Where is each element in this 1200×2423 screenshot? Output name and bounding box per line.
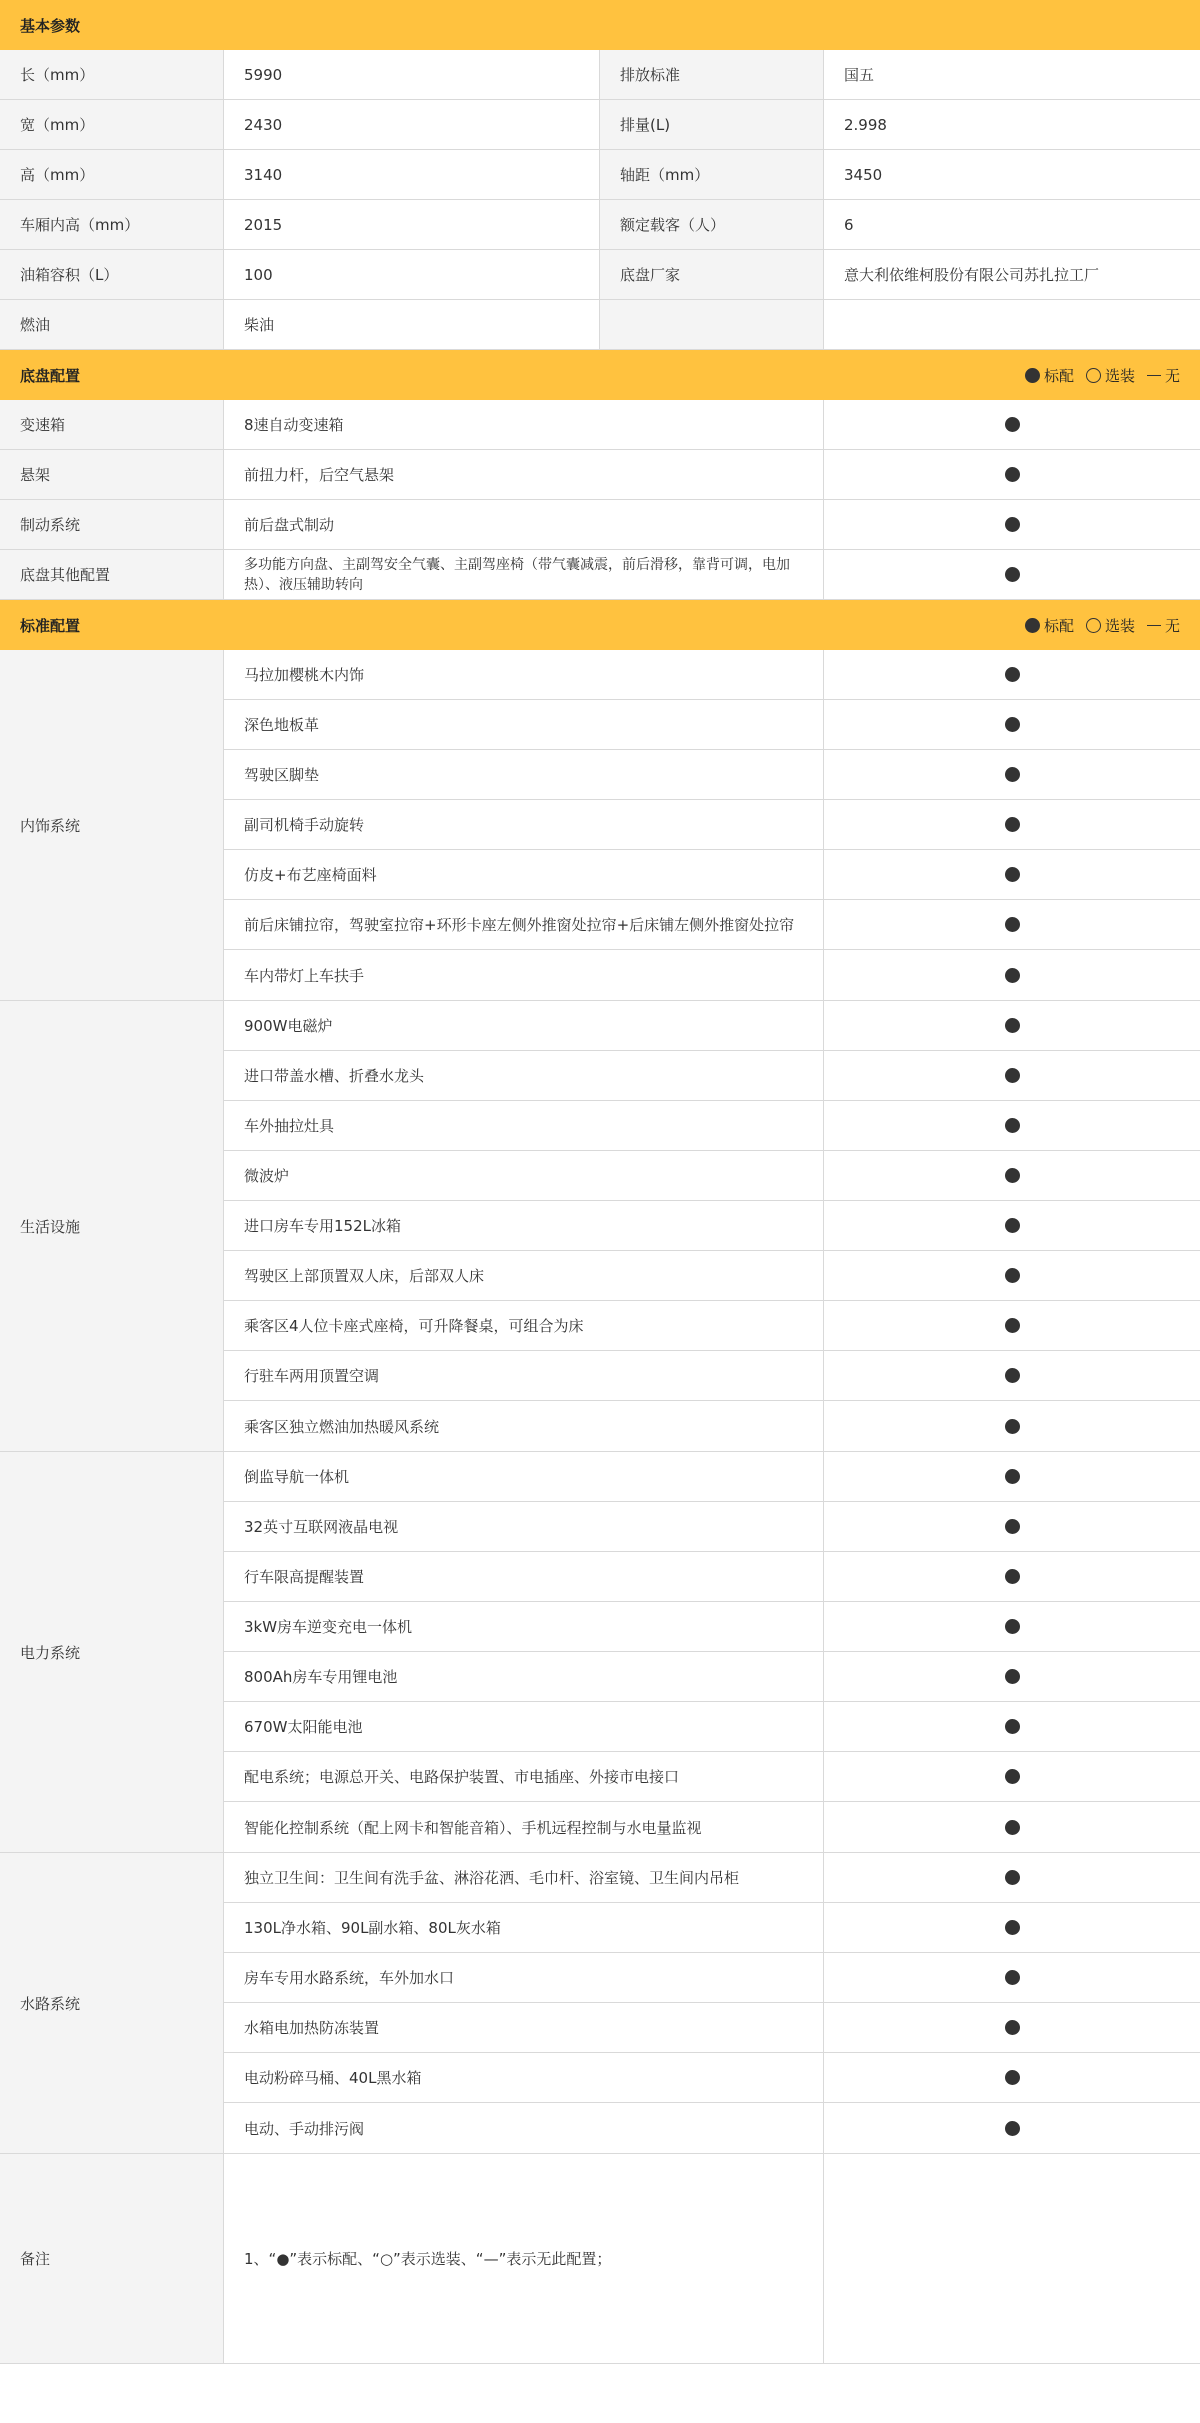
availability-cell <box>824 1552 1200 1601</box>
availability-cell <box>824 750 1200 799</box>
availability-cell <box>824 1702 1200 1751</box>
group-label: 内饰系统 <box>0 650 224 1000</box>
config-item: 仿皮+布艺座椅面料 <box>224 850 824 899</box>
config-item: 670W太阳能电池 <box>224 1702 824 1751</box>
config-item: 电动粉碎马桶、40L黑水箱 <box>224 2053 824 2102</box>
basic-param-row <box>0 100 1200 150</box>
param-label: 额定载客（人） <box>600 200 824 249</box>
legend <box>1025 615 1180 636</box>
basic-param-row <box>0 250 1200 300</box>
param-value: 柴油 <box>224 300 600 349</box>
config-item: 800Ah房车专用锂电池 <box>224 1652 824 1701</box>
basic-param-row <box>0 50 1200 100</box>
legend <box>1025 365 1180 386</box>
legend-standard: 标配 <box>1043 366 1074 385</box>
section-title: 标准配置 <box>20 616 81 635</box>
standard-dot-icon <box>1005 2070 1020 2085</box>
param-label <box>600 300 824 349</box>
config-item-row <box>224 950 1200 1000</box>
config-item-row <box>224 650 1200 700</box>
group-items <box>224 1853 1200 2153</box>
config-item: 3kW房车逆变充电一体机 <box>224 1602 824 1651</box>
config-item-row <box>224 1201 1200 1251</box>
chassis-label: 底盘其他配置 <box>0 550 224 599</box>
standard-dot-icon <box>1005 1469 1020 1484</box>
availability-cell <box>824 1652 1200 1701</box>
availability-cell <box>824 1452 1200 1501</box>
basic-param-row <box>0 200 1200 250</box>
config-item: 深色地板革 <box>224 700 824 749</box>
group-items <box>224 1001 1200 1451</box>
remark-empty-cell <box>824 2154 1200 2363</box>
chassis-label: 制动系统 <box>0 500 224 549</box>
chassis-table <box>0 400 1200 600</box>
config-item: 行车限高提醒装置 <box>224 1552 824 1601</box>
config-item-row <box>224 1853 1200 1903</box>
param-value: 5990 <box>224 50 600 99</box>
config-item: 900W电磁炉 <box>224 1001 824 1050</box>
group-label: 电力系统 <box>0 1452 224 1852</box>
standard-dot-icon <box>1005 717 1020 732</box>
param-value: 6 <box>844 215 854 234</box>
config-item-row <box>224 1001 1200 1051</box>
standard-dot-icon <box>1005 767 1020 782</box>
standard-dot-icon <box>1005 1769 1020 1784</box>
availability-cell <box>824 450 1200 499</box>
config-item: 副司机椅手动旋转 <box>224 800 824 849</box>
availability-cell <box>824 1401 1200 1451</box>
param-label: 燃油 <box>0 300 224 349</box>
chassis-value: 多功能方向盘、主副驾安全气囊、主副驾座椅（带气囊减震，前后滑移，靠背可调，电加热）、液压辅助转向 <box>224 550 824 599</box>
param-label: 排放标准 <box>600 50 824 99</box>
config-item: 乘客区独立燃油加热暖风系统 <box>224 1401 824 1451</box>
config-item: 前后床铺拉帘，驾驶室拉帘+环形卡座左侧外推窗处拉帘+后床铺左侧外推窗处拉帘 <box>224 900 824 949</box>
param-label: 排量(L) <box>600 100 824 149</box>
section-title: 基本参数 <box>20 16 81 35</box>
config-item-row <box>224 750 1200 800</box>
standard-dot-icon <box>1005 1068 1020 1083</box>
group-items <box>224 650 1200 1000</box>
remark-row <box>0 2154 1200 2364</box>
standard-dot-icon <box>1005 1719 1020 1734</box>
legend-standard: 标配 <box>1043 616 1074 635</box>
config-item-row <box>224 850 1200 900</box>
chassis-value: 前后盘式制动 <box>224 500 824 549</box>
standard-dot-icon <box>1005 417 1020 432</box>
availability-cell <box>824 1351 1200 1400</box>
config-item: 水箱电加热防冻装置 <box>224 2003 824 2052</box>
config-item: 配电系统；电源总开关、电路保护装置、市电插座、外接市电接口 <box>224 1752 824 1801</box>
legend-none: 无 <box>1164 616 1180 635</box>
standard-dot-icon <box>1005 867 1020 882</box>
config-item-row <box>224 1251 1200 1301</box>
config-item-row <box>224 2053 1200 2103</box>
section-header-standard <box>0 600 1200 650</box>
config-group <box>0 1452 1200 1853</box>
availability-cell <box>824 800 1200 849</box>
availability-cell <box>824 1301 1200 1350</box>
standard-dot-icon <box>1005 1569 1020 1584</box>
config-item: 行驻车两用顶置空调 <box>224 1351 824 1400</box>
dash-icon <box>1147 625 1161 626</box>
section-header-basic <box>0 0 1200 50</box>
availability-cell <box>824 1101 1200 1150</box>
availability-cell <box>824 2103 1200 2153</box>
standard-dot-icon <box>1005 1419 1020 1434</box>
param-label: 长（mm） <box>0 50 224 99</box>
availability-cell <box>824 1502 1200 1551</box>
standard-dot-icon <box>1005 968 1020 983</box>
availability-cell <box>824 1001 1200 1050</box>
availability-cell <box>824 1903 1200 1952</box>
config-group <box>0 1853 1200 2154</box>
availability-cell <box>824 1802 1200 1852</box>
standard-dot-icon <box>1005 1318 1020 1333</box>
config-item-row <box>224 1301 1200 1351</box>
standard-dot-icon <box>1005 517 1020 532</box>
param-value: 2430 <box>224 100 600 149</box>
standard-dot-icon <box>1005 1669 1020 1684</box>
config-item-row <box>224 1953 1200 2003</box>
config-item-row <box>224 800 1200 850</box>
config-item-row <box>224 1802 1200 1852</box>
standard-dot-icon <box>1005 1519 1020 1534</box>
param-label: 高（mm） <box>0 150 224 199</box>
filled-circle-icon <box>1025 618 1040 633</box>
config-item-row <box>224 1502 1200 1552</box>
availability-cell <box>824 1853 1200 1902</box>
hollow-circle-icon <box>1086 368 1101 383</box>
config-item-row <box>224 900 1200 950</box>
standard-dot-icon <box>1005 1970 1020 1985</box>
section-title: 底盘配置 <box>20 366 81 385</box>
basic-param-row <box>0 150 1200 200</box>
standard-dot-icon <box>1005 1218 1020 1233</box>
config-item: 驾驶区上部顶置双人床，后部双人床 <box>224 1251 824 1300</box>
config-item: 进口带盖水槽、折叠水龙头 <box>224 1051 824 1100</box>
standard-config-table <box>0 650 1200 2154</box>
availability-cell <box>824 550 1200 599</box>
config-item-row <box>224 1903 1200 1953</box>
basic-param-row <box>0 300 1200 350</box>
standard-dot-icon <box>1005 2121 1020 2136</box>
availability-cell <box>824 1752 1200 1801</box>
param-label: 宽（mm） <box>0 100 224 149</box>
chassis-value: 8速自动变速箱 <box>224 400 824 449</box>
config-item: 车外抽拉灶具 <box>224 1101 824 1150</box>
availability-cell <box>824 500 1200 549</box>
standard-dot-icon <box>1005 917 1020 932</box>
param-value <box>824 300 1200 349</box>
config-item-row <box>224 2103 1200 2153</box>
chassis-row <box>0 400 1200 450</box>
config-item: 微波炉 <box>224 1151 824 1200</box>
standard-dot-icon <box>1005 1118 1020 1133</box>
availability-cell <box>824 400 1200 449</box>
param-value: 3450 <box>844 165 883 184</box>
param-label: 底盘厂家 <box>600 250 824 299</box>
standard-dot-icon <box>1005 2020 1020 2035</box>
chassis-row <box>0 450 1200 500</box>
param-value: 3140 <box>224 150 600 199</box>
config-item: 130L净水箱、90L副水箱、80L灰水箱 <box>224 1903 824 1952</box>
config-item-row <box>224 1652 1200 1702</box>
standard-dot-icon <box>1005 1368 1020 1383</box>
config-item-row <box>224 1602 1200 1652</box>
param-value: 100 <box>224 250 600 299</box>
availability-cell <box>824 1953 1200 2002</box>
availability-cell <box>824 950 1200 1000</box>
param-label: 轴距（mm） <box>600 150 824 199</box>
param-value: 2.998 <box>844 115 887 134</box>
config-item: 智能化控制系统（配上网卡和智能音箱）、手机远程控制与水电量监视 <box>224 1802 824 1852</box>
config-item-row <box>224 1151 1200 1201</box>
standard-dot-icon <box>1005 1820 1020 1835</box>
standard-dot-icon <box>1005 1920 1020 1935</box>
config-item-row <box>224 700 1200 750</box>
config-item: 独立卫生间：卫生间有洗手盆、淋浴花洒、毛巾杆、浴室镜、卫生间内吊柜 <box>224 1853 824 1902</box>
group-items <box>224 1452 1200 1852</box>
chassis-value: 前扭力杆，后空气悬架 <box>224 450 824 499</box>
basic-params-table <box>0 50 1200 350</box>
standard-dot-icon <box>1005 1168 1020 1183</box>
availability-cell <box>824 650 1200 699</box>
config-item-row <box>224 2003 1200 2053</box>
config-item-row <box>224 1351 1200 1401</box>
param-value: 国五 <box>844 66 875 84</box>
availability-cell <box>824 850 1200 899</box>
param-value: 2015 <box>224 200 600 249</box>
remark-label: 备注 <box>0 2154 224 2363</box>
standard-dot-icon <box>1005 467 1020 482</box>
chassis-row <box>0 550 1200 600</box>
availability-cell <box>824 700 1200 749</box>
filled-circle-icon <box>1025 368 1040 383</box>
chassis-row <box>0 500 1200 550</box>
standard-dot-icon <box>1005 1018 1020 1033</box>
param-label: 车厢内高（mm） <box>0 200 224 249</box>
config-item: 32英寸互联网液晶电视 <box>224 1502 824 1551</box>
section-header-chassis <box>0 350 1200 400</box>
config-item-row <box>224 1452 1200 1502</box>
config-item: 房车专用水路系统，车外加水口 <box>224 1953 824 2002</box>
config-item-row <box>224 1401 1200 1451</box>
config-item: 马拉加樱桃木内饰 <box>224 650 824 699</box>
standard-dot-icon <box>1005 567 1020 582</box>
standard-dot-icon <box>1005 817 1020 832</box>
group-label: 生活设施 <box>0 1001 224 1451</box>
config-item: 进口房车专用152L冰箱 <box>224 1201 824 1250</box>
availability-cell <box>824 1251 1200 1300</box>
legend-optional: 选装 <box>1104 616 1135 635</box>
hollow-circle-icon <box>1086 618 1101 633</box>
dash-icon <box>1147 375 1161 376</box>
config-item-row <box>224 1101 1200 1151</box>
config-item: 倒监导航一体机 <box>224 1452 824 1501</box>
standard-dot-icon <box>1005 667 1020 682</box>
config-item: 车内带灯上车扶手 <box>224 950 824 1000</box>
config-group <box>0 1001 1200 1452</box>
availability-cell <box>824 1151 1200 1200</box>
availability-cell <box>824 2003 1200 2052</box>
legend-none: 无 <box>1164 366 1180 385</box>
remark-text: 1、“●”表示标配、“○”表示选装、“—”表示无此配置； <box>224 2154 824 2363</box>
config-group <box>0 650 1200 1001</box>
availability-cell <box>824 2053 1200 2102</box>
config-item: 驾驶区脚垫 <box>224 750 824 799</box>
config-item-row <box>224 1552 1200 1602</box>
param-value: 意大利依维柯股份有限公司苏扎拉工厂 <box>844 266 1100 284</box>
config-item-row <box>224 1051 1200 1101</box>
chassis-label: 悬架 <box>0 450 224 499</box>
config-item: 乘客区4人位卡座式座椅，可升降餐桌，可组合为床 <box>224 1301 824 1350</box>
availability-cell <box>824 1201 1200 1250</box>
standard-dot-icon <box>1005 1268 1020 1283</box>
group-label: 水路系统 <box>0 1853 224 2153</box>
legend-optional: 选装 <box>1104 366 1135 385</box>
standard-dot-icon <box>1005 1870 1020 1885</box>
availability-cell <box>824 1051 1200 1100</box>
availability-cell <box>824 900 1200 949</box>
standard-dot-icon <box>1005 1619 1020 1634</box>
config-item-row <box>224 1752 1200 1802</box>
config-item-row <box>224 1702 1200 1752</box>
config-item: 电动、手动排污阀 <box>224 2103 824 2153</box>
param-label: 油箱容积（L） <box>0 250 224 299</box>
chassis-label: 变速箱 <box>0 400 224 449</box>
availability-cell <box>824 1602 1200 1651</box>
